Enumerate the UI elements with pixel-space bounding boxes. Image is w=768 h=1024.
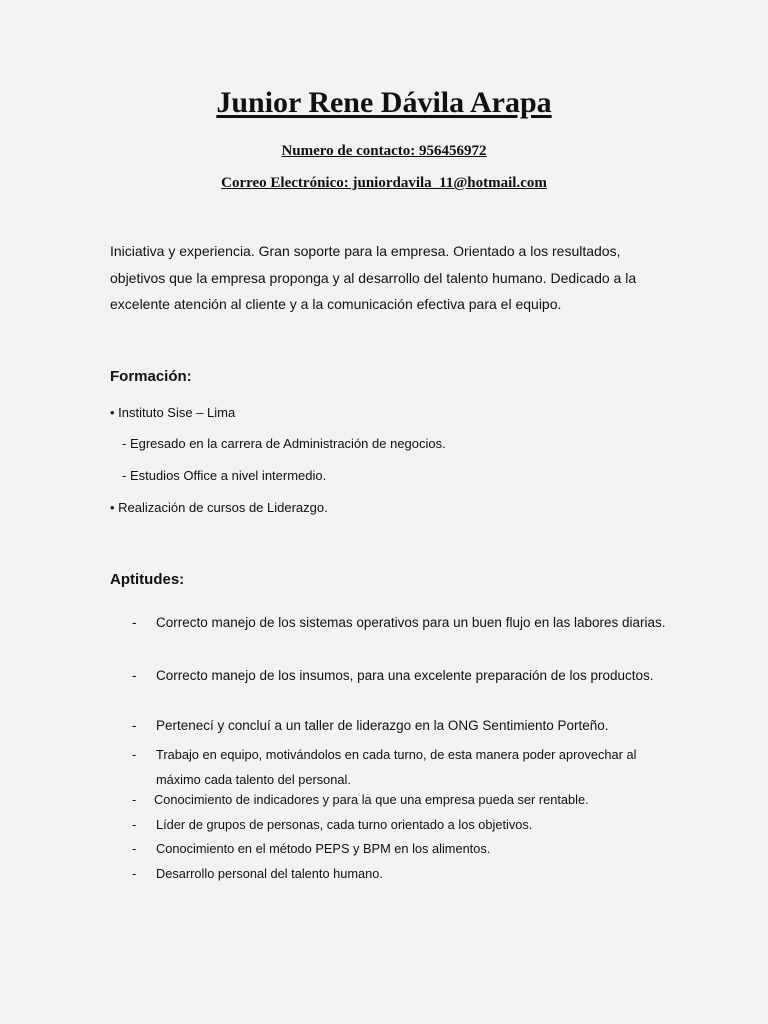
aptitude-dash: - [132, 841, 137, 856]
formacion-item: • Realización de cursos de Liderazgo. [110, 500, 328, 515]
aptitude-dash: - [132, 866, 137, 881]
aptitude-text: Líder de grupos de personas, cada turno orientado a los objetivos. [156, 817, 533, 832]
formacion-heading: Formación: [110, 368, 192, 385]
aptitude-text: Correcto manejo de los sistemas operativos para un buen flujo en las labores diarias. [156, 615, 666, 630]
aptitude-text: Desarrollo personal del talento humano. [156, 866, 383, 881]
aptitude-text: Conocimiento en el método PEPS y BPM en los alimentos. [156, 841, 491, 856]
aptitude-dash: - [132, 668, 137, 683]
formacion-subitem: - Egresado en la carrera de Administración de negocios. [122, 436, 446, 451]
aptitude-dash: - [132, 718, 137, 733]
aptitude-text: Pertenecí y concluí a un taller de liderazgo en la ONG Sentimiento Porteño. [156, 718, 609, 733]
profile-summary: Iniciativa y experiencia. Gran soporte para la empresa. Orientado a los resultados, objetivos que la empresa proponga y al desarrollo del talento humano. Dedicado a la excelente atención al cliente y a la comunicación efectiva para el equipo. [110, 243, 637, 312]
formacion-item: • Instituto Sise – Lima [110, 405, 236, 420]
aptitude-dash: - [132, 792, 137, 807]
contact-email: Correo Electrónico: juniordavila_11@hotmail.com [221, 175, 547, 191]
formacion-subitem: - Estudios Office a nivel intermedio. [122, 468, 327, 483]
contact-phone: Numero de contacto: 956456972 [281, 143, 487, 159]
aptitude-text: Correcto manejo de los insumos, para una excelente preparación de los productos. [156, 668, 654, 683]
aptitude-text: Conocimiento de indicadores y para la que una empresa pueda ser rentable. [154, 792, 589, 807]
aptitude-dash: - [132, 747, 137, 762]
aptitude-dash: - [132, 615, 137, 630]
aptitudes-heading: Aptitudes: [110, 571, 185, 588]
candidate-name: Junior Rene Dávila Arapa [216, 86, 552, 119]
aptitude-dash: - [132, 817, 137, 832]
aptitude-text: Trabajo en equipo, motivándolos en cada turno, de esta manera poder aprovechar al máximo cada talento del personal. [156, 747, 637, 787]
